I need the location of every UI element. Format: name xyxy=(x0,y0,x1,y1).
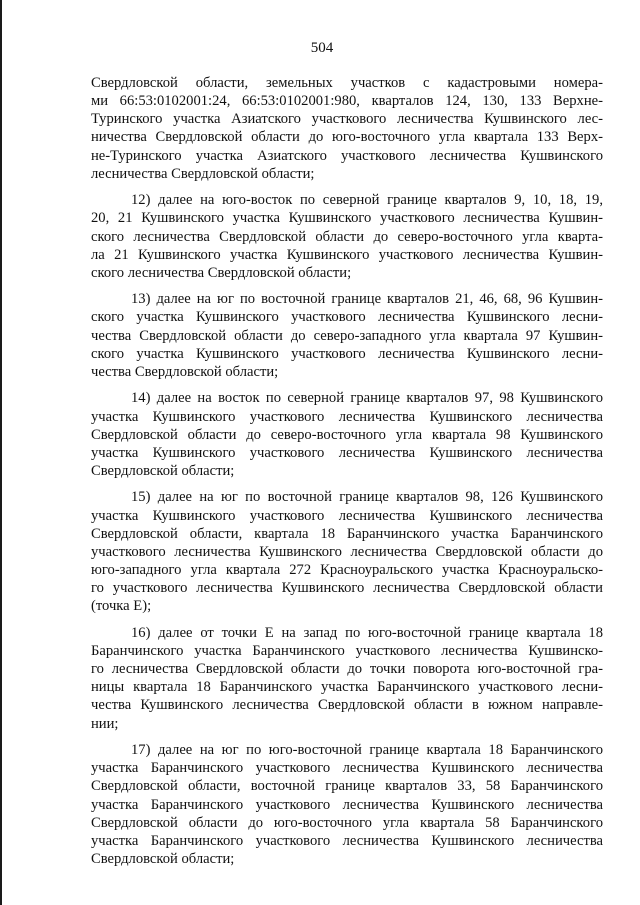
text-line: ницы квартала 18 Баранчинского участка Баранчинского участкового лесни- xyxy=(91,679,603,696)
text-line: участка Баранчинского участкового лесничества Кушвинского лесничества xyxy=(91,760,603,777)
text-line: юго-западного угла квартала 272 Красноуральского участка Красноуральско- xyxy=(91,562,603,579)
text-line: Свердловской области, земельных участков с кадастровыми номера- xyxy=(91,75,603,91)
text-line: Свердловской области; xyxy=(91,851,235,868)
text-line: 17) далее на юг по юго-восточной границе квартала 18 Баранчинского xyxy=(131,742,603,759)
text-line: Туринского участка Азиатского участкового лесничества Кушвинского лес- xyxy=(91,111,603,128)
text-line: Свердловской области, восточной границе кварталов 33, 58 Баранчинского xyxy=(91,778,603,795)
text-line: чества Кушвинского лесничества Свердловской области в южном направле- xyxy=(91,697,603,714)
text-line: чества Свердловской области до северо-западного угла квартала 97 Кушвин- xyxy=(91,327,603,344)
text-line: 15) далее на юг по восточной границе кварталов 98, 126 Кушвинского xyxy=(131,489,603,506)
document-body xyxy=(91,74,603,876)
text-line: го лесничества Свердловской области до точки поворота юго-восточной гра- xyxy=(91,661,603,678)
text-line: ского участка Кушвинского участкового лесничества Кушвинского лесни- xyxy=(91,309,603,326)
text-line: ла 21 Кушвинского участка Кушвинского участкового лесничества Кушвин- xyxy=(91,246,603,263)
text-line: не-Туринского участка Азиатского участкового лесничества Кушвинского xyxy=(91,147,603,164)
text-line: (точка Е); xyxy=(91,598,152,615)
text-line: участка Баранчинского участкового лесничества Кушвинского лесничества xyxy=(91,832,603,849)
text-line: нии; xyxy=(91,715,119,732)
paragraph xyxy=(91,389,603,480)
text-line: участка Кушвинского участкового лесничества Кушвинского лесничества xyxy=(91,507,603,524)
paragraph xyxy=(91,488,603,615)
text-line: го участкового лесничества Кушвинского лесничества Свердловской области xyxy=(91,580,603,597)
text-line: Свердловской области до юго-восточного угла квартала 58 Баранчинского xyxy=(91,814,603,831)
text-line: участка Баранчинского участкового лесничества Кушвинского лесничества xyxy=(91,796,603,813)
paragraph xyxy=(91,191,603,282)
paragraph xyxy=(91,74,603,183)
paragraph xyxy=(91,290,603,381)
text-line: ми 66:53:0102001:24, 66:53:0102001:980, кварталов 124, 130, 133 Верхне- xyxy=(91,93,603,110)
paragraph xyxy=(91,741,603,868)
text-line: ского лесничества Свердловской области; xyxy=(91,264,352,281)
text-line: Свердловской области, квартала 18 Баранчинского участка Баранчинского xyxy=(91,525,603,542)
text-line: ничества Свердловской области до юго-восточного угла квартала 133 Верх- xyxy=(91,129,603,146)
page-number: 504 xyxy=(310,40,334,56)
text-line: Баранчинского участка Баранчинского участкового лесничества Кушвинско- xyxy=(91,643,603,660)
text-line: 20, 21 Кушвинского участка Кушвинского участкового лесничества Кушвин- xyxy=(91,210,603,227)
text-line: 16) далее от точки Е на запад по юго-восточной границе квартала 18 xyxy=(131,624,603,641)
text-line: ского лесничества Свердловской области до северо-восточного угла кварта- xyxy=(91,228,603,245)
text-line: чества Свердловской области; xyxy=(91,363,279,380)
text-line: участкового лесничества Кушвинского лесничества Свердловской области до xyxy=(91,543,603,560)
text-line: 13) далее на юг по восточной границе кварталов 21, 46, 68, 96 Кушвин- xyxy=(131,291,603,308)
text-line: 14) далее на восток по северной границе кварталов 97, 98 Кушвинского xyxy=(131,390,603,407)
text-line: участка Кушвинского участкового лесничества Кушвинского лесничества xyxy=(91,444,603,461)
text-line: лесничества Свердловской области; xyxy=(91,165,315,182)
text-line: Свердловской области до северо-восточного угла квартала 98 Кушвинского xyxy=(91,426,603,443)
text-line: участка Кушвинского участкового лесничества Кушвинского лесничества xyxy=(91,408,603,425)
paragraph xyxy=(91,624,603,733)
text-line: Свердловской области; xyxy=(91,463,235,480)
text-line: 12) далее на юго-восток по северной границе кварталов 9, 10, 18, 19, xyxy=(131,192,603,209)
text-line: ского участка Кушвинского участкового лесничества Кушвинского лесни- xyxy=(91,345,603,362)
